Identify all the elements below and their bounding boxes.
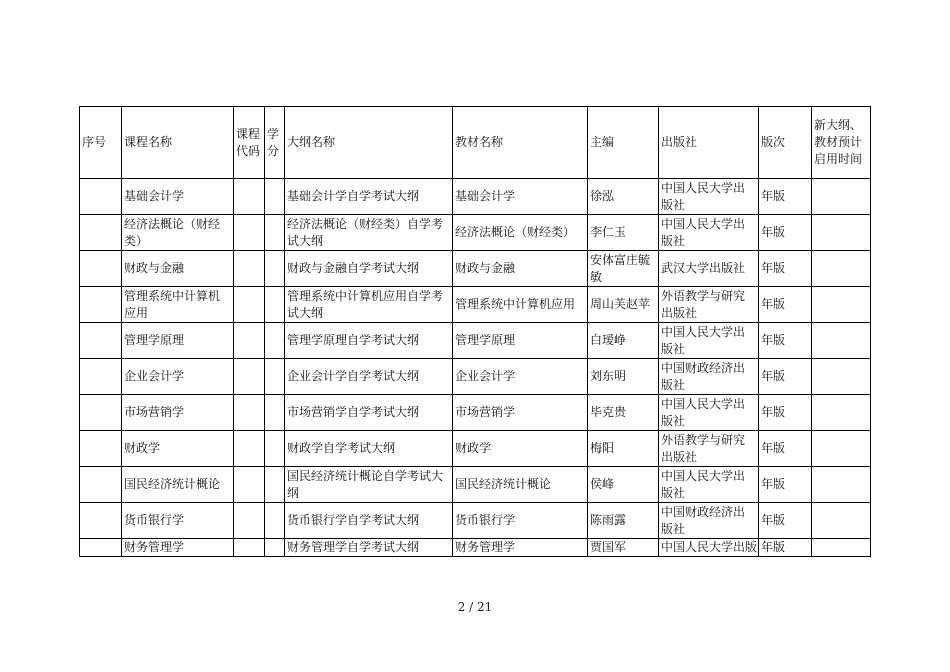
cell-textbook-name: 国民经济统计概论 [453, 467, 588, 503]
cell-publisher: 中国人民大学出版社 [659, 395, 759, 431]
cell-start-time [812, 395, 871, 431]
header-credit: 学分 [265, 107, 285, 179]
header-publisher: 出版社 [659, 107, 759, 179]
cell-edition: 年版 [759, 431, 812, 467]
cell-seq [80, 467, 122, 503]
header-editor: 主编 [588, 107, 659, 179]
cell-textbook-name: 企业会计学 [453, 359, 588, 395]
cell-credit [265, 503, 285, 539]
cell-course-code [234, 323, 265, 359]
header-textbook-name: 教材名称 [453, 107, 588, 179]
cell-seq [80, 251, 122, 287]
cell-textbook-name: 基础会计学 [453, 179, 588, 215]
cell-textbook-name: 管理学原理 [453, 323, 588, 359]
cell-syllabus-name: 管理学原理自学考试大纲 [285, 323, 453, 359]
cell-course-code [234, 431, 265, 467]
cell-editor: 梅阳 [588, 431, 659, 467]
cell-course-code [234, 179, 265, 215]
cell-syllabus-name: 经济法概论（财经类）自学考试大纲 [285, 215, 453, 251]
table-row [80, 539, 871, 557]
cell-syllabus-name: 管理系统中计算机应用自学考试大纲 [285, 287, 453, 323]
cell-edition: 年版 [759, 323, 812, 359]
cell-editor: 刘东明 [588, 359, 659, 395]
cell-course-name: 国民经济统计概论 [122, 467, 234, 503]
cell-edition: 年版 [759, 467, 812, 503]
header-syllabus-name: 大纲名称 [285, 107, 453, 179]
cell-credit [265, 215, 285, 251]
cell-course-name: 企业会计学 [122, 359, 234, 395]
cell-textbook-name: 管理系统中计算机应用 [453, 287, 588, 323]
cell-start-time [812, 323, 871, 359]
cell-seq [80, 395, 122, 431]
cell-edition: 年版 [759, 503, 812, 539]
cell-syllabus-name: 财政学自学考试大纲 [285, 431, 453, 467]
course-table [79, 106, 871, 557]
cell-seq [80, 359, 122, 395]
cell-editor: 周山芙赵苹 [588, 287, 659, 323]
header-course-name: 课程名称 [122, 107, 234, 179]
cell-publisher: 中国人民大学出版社 [659, 323, 759, 359]
cell-seq [80, 431, 122, 467]
cell-edition: 年版 [759, 359, 812, 395]
header-course-code: 课程代码 [234, 107, 265, 179]
cell-start-time [812, 179, 871, 215]
cell-start-time [812, 215, 871, 251]
table-row [80, 395, 871, 431]
table-body [80, 107, 871, 557]
table-row [80, 287, 871, 323]
cell-editor: 侯峰 [588, 467, 659, 503]
cell-course-code [234, 395, 265, 431]
cell-edition: 年版 [759, 395, 812, 431]
header-edition: 版次 [759, 107, 812, 179]
table-row [80, 503, 871, 539]
cell-textbook-name: 市场营销学 [453, 395, 588, 431]
cell-course-name: 经济法概论（财经类） [122, 215, 234, 251]
cell-textbook-name: 财政学 [453, 431, 588, 467]
cell-course-code [234, 539, 265, 557]
cell-edition: 年版 [759, 179, 812, 215]
cell-credit [265, 431, 285, 467]
cell-textbook-name: 财政与金融 [453, 251, 588, 287]
cell-start-time [812, 539, 871, 557]
table-row [80, 251, 871, 287]
cell-editor: 白瑷峥 [588, 323, 659, 359]
cell-textbook-name: 财务管理学 [453, 539, 588, 557]
cell-editor: 徐泓 [588, 179, 659, 215]
cell-editor: 毕克贵 [588, 395, 659, 431]
cell-course-code [234, 359, 265, 395]
cell-credit [265, 287, 285, 323]
table-row [80, 215, 871, 251]
cell-course-name: 基础会计学 [122, 179, 234, 215]
cell-start-time [812, 251, 871, 287]
cell-seq [80, 323, 122, 359]
cell-edition: 年版 [759, 215, 812, 251]
table-row [80, 179, 871, 215]
cell-seq [80, 179, 122, 215]
cell-start-time [812, 431, 871, 467]
cell-course-code [234, 503, 265, 539]
cell-course-name: 管理系统中计算机应用 [122, 287, 234, 323]
cell-syllabus-name: 企业会计学自学考试大纲 [285, 359, 453, 395]
cell-credit [265, 467, 285, 503]
cell-course-code [234, 215, 265, 251]
cell-publisher: 中国人民大学出版社 [659, 215, 759, 251]
page-number: 2 / 21 [457, 600, 493, 614]
cell-course-name: 财政与金融 [122, 251, 234, 287]
cell-textbook-name: 经济法概论（财经类） [453, 215, 588, 251]
cell-textbook-name: 货币银行学 [453, 503, 588, 539]
cell-syllabus-name: 基础会计学自学考试大纲 [285, 179, 453, 215]
cell-course-name: 管理学原理 [122, 323, 234, 359]
cell-start-time [812, 467, 871, 503]
cell-syllabus-name: 财务管理学自学考试大纲 [285, 539, 453, 557]
cell-publisher: 武汉大学出版社 [659, 251, 759, 287]
cell-publisher: 中国人民大学出版社 [659, 179, 759, 215]
cell-course-code [234, 251, 265, 287]
cell-editor: 李仁玉 [588, 215, 659, 251]
cell-credit [265, 359, 285, 395]
table-row [80, 467, 871, 503]
cell-editor: 陈雨露 [588, 503, 659, 539]
cell-seq [80, 287, 122, 323]
cell-syllabus-name: 货币银行学自学考试大纲 [285, 503, 453, 539]
header-start-time: 新大纲、教材预计启用时间 [812, 107, 871, 179]
cell-syllabus-name: 市场营销学自学考试大纲 [285, 395, 453, 431]
cell-course-name: 财政学 [122, 431, 234, 467]
header-seq: 序号 [80, 107, 122, 179]
cell-credit [265, 539, 285, 557]
cell-credit [265, 179, 285, 215]
cell-course-code [234, 467, 265, 503]
cell-syllabus-name: 财政与金融自学考试大纲 [285, 251, 453, 287]
cell-publisher: 中国财政经济出版社 [659, 503, 759, 539]
cell-credit [265, 395, 285, 431]
cell-start-time [812, 503, 871, 539]
cell-course-name: 财务管理学 [122, 539, 234, 557]
cell-course-name: 货币银行学 [122, 503, 234, 539]
cell-course-name: 市场营销学 [122, 395, 234, 431]
cell-publisher: 中国财政经济出版社 [659, 359, 759, 395]
cell-credit [265, 323, 285, 359]
cell-edition: 年版 [759, 287, 812, 323]
cell-publisher: 外语教学与研究出版社 [659, 431, 759, 467]
cell-start-time [812, 359, 871, 395]
cell-syllabus-name: 国民经济统计概论自学考试大纲 [285, 467, 453, 503]
cell-course-code [234, 287, 265, 323]
cell-publisher: 外语教学与研究出版社 [659, 287, 759, 323]
table-row [80, 431, 871, 467]
cell-seq [80, 539, 122, 557]
table-header-row [80, 107, 871, 179]
cell-editor: 安体富庄毓敏 [588, 251, 659, 287]
cell-edition: 年版 [759, 539, 812, 557]
table-row [80, 323, 871, 359]
cell-publisher: 中国人民大学出版社 [659, 467, 759, 503]
cell-seq [80, 215, 122, 251]
cell-editor: 贾国军 [588, 539, 659, 557]
cell-start-time [812, 287, 871, 323]
cell-credit [265, 251, 285, 287]
cell-seq [80, 503, 122, 539]
cell-publisher: 中国人民大学出版 [659, 539, 759, 557]
cell-edition: 年版 [759, 251, 812, 287]
table-row [80, 359, 871, 395]
